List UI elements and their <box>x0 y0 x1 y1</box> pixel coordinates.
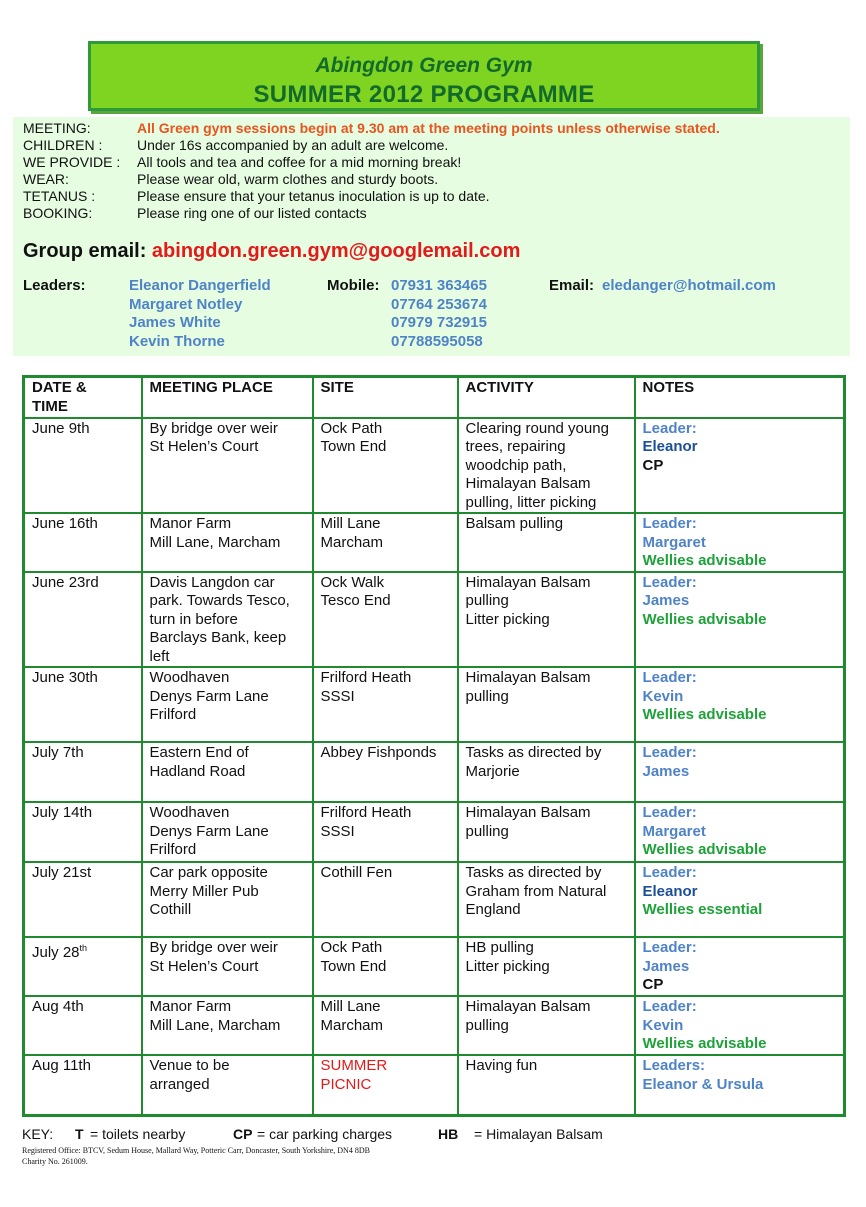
notes-line: Wellies advisable <box>642 610 767 628</box>
leader-name: Eleanor Dangerfield <box>129 277 271 294</box>
site-line: Tesco End <box>320 592 391 609</box>
table-row <box>24 513 845 572</box>
title-box <box>88 41 760 111</box>
meeting-line: Frilford <box>149 706 197 723</box>
info-label: BOOKING: <box>23 205 93 221</box>
cell-notes <box>635 742 845 802</box>
cell-activity <box>458 1055 635 1115</box>
leader-mobile: 07931 363465 <box>391 277 487 294</box>
notes-line: Leader: <box>642 864 697 881</box>
site-line: SSSI <box>320 687 355 705</box>
activity-line: Litter picking <box>465 957 550 975</box>
cell-meeting-place <box>142 937 313 996</box>
meeting-line: Mill Lane, Marcham <box>149 1016 281 1034</box>
activity-line: woodchip path, <box>465 456 567 474</box>
meeting-line: Mill Lane, Marcham <box>149 533 281 551</box>
date-text: Aug 11th <box>32 1057 91 1074</box>
site-line: Abbey Fishponds <box>320 744 437 761</box>
cell-notes <box>635 937 845 996</box>
cell-meeting-place <box>142 862 313 937</box>
leaders-label: Leaders: <box>23 277 86 294</box>
date-text: June 16th <box>32 515 98 532</box>
site-line: Marcham <box>320 1016 384 1034</box>
activity-line: Marjorie <box>465 762 520 780</box>
cell-notes <box>635 862 845 937</box>
notes-line: Eleanor <box>642 438 698 455</box>
cell-activity <box>458 937 635 996</box>
notes-line: Leader: <box>642 804 697 821</box>
site-line: SSSI <box>320 822 355 840</box>
notes-line: James <box>642 762 690 780</box>
cell-site <box>313 862 458 937</box>
leader-name: James White <box>129 314 221 331</box>
activity-line: Himalayan Balsam <box>465 998 591 1015</box>
cell-meeting-place <box>142 742 313 802</box>
info-label: WEAR: <box>23 171 69 187</box>
activity-line: Himalayan Balsam <box>465 573 591 591</box>
site-line: Mill Lane <box>320 998 381 1015</box>
page-title: Abingdon Green Gym <box>315 54 533 77</box>
meeting-line: Frilford <box>149 841 197 858</box>
header-meeting-place: MEETING PLACE <box>142 377 313 418</box>
activity-line: pulling <box>465 687 509 705</box>
date-text: June 9th <box>32 419 90 437</box>
notes-line: Wellies essential <box>642 901 763 918</box>
table-row <box>24 572 845 668</box>
meeting-line: Car park opposite <box>149 864 268 881</box>
key-t-text: = toilets nearby <box>90 1126 186 1142</box>
meeting-line: Denys Farm Lane <box>149 687 269 705</box>
table-row <box>24 802 845 862</box>
activity-line: England <box>465 901 521 918</box>
activity-line: Himalayan Balsam <box>465 804 591 821</box>
registered-office: Registered Office: BTCV, Sedum House, Mallard Way, Potteric Carr, Doncaster, South Yorkshire, DN4 8DB <box>22 1146 370 1155</box>
notes-line: Eleanor <box>642 882 698 900</box>
notes-line: Kevin <box>642 1016 684 1034</box>
notes-line: Leader: <box>642 998 697 1015</box>
header-site: SITE <box>313 377 458 418</box>
leader-name: Kevin Thorne <box>129 333 225 350</box>
table-row <box>24 862 845 937</box>
cell-meeting-place <box>142 513 313 572</box>
activity-line: Himalayan Balsam <box>465 669 591 686</box>
site-line: Marcham <box>320 533 384 551</box>
meeting-line: Davis Langdon car <box>149 573 275 591</box>
site-line: Mill Lane <box>320 515 381 532</box>
leader-mobile: 07979 732915 <box>391 314 487 331</box>
notes-line: Leader: <box>642 573 697 591</box>
cell-date <box>24 862 142 937</box>
cell-site <box>313 1055 458 1115</box>
cell-date <box>24 667 142 742</box>
site-line: Frilford Heath <box>320 804 412 821</box>
leader-mobile: 07764 253674 <box>391 296 487 313</box>
notes-line: Margaret <box>642 533 706 551</box>
notes-line: Wellies advisable <box>642 552 767 569</box>
group-email-label: Group email: <box>23 240 147 262</box>
meeting-line: Merry Miller Pub <box>149 882 259 900</box>
notes-line: Leader: <box>642 939 697 956</box>
site-line: Ock Path <box>320 939 383 956</box>
cell-site <box>313 937 458 996</box>
site-line: PICNIC <box>320 1075 372 1093</box>
key-hb-text: = Himalayan Balsam <box>474 1126 603 1142</box>
notes-line: Margaret <box>642 822 706 840</box>
notes-line: Wellies advisable <box>642 841 767 858</box>
notes-line: Wellies advisable <box>642 706 767 723</box>
cell-date <box>24 996 142 1055</box>
cell-meeting-place <box>142 802 313 862</box>
meeting-line: Eastern End of <box>149 744 249 761</box>
notes-line: Kevin <box>642 687 684 705</box>
info-label: TETANUS : <box>23 188 96 204</box>
cell-date <box>24 572 142 668</box>
cell-activity <box>458 513 635 572</box>
notes-line: Leader: <box>642 744 697 761</box>
charity-number: Charity No. 261009. <box>22 1157 88 1166</box>
info-label: CHILDREN : <box>23 137 103 153</box>
site-line: Ock Walk <box>320 573 385 591</box>
key-t-abbr: T <box>75 1126 84 1142</box>
date-text: July 14th <box>32 804 93 821</box>
cell-meeting-place <box>142 418 313 514</box>
meeting-line: Cothill <box>149 901 192 918</box>
leader-mobile: 07788595058 <box>391 333 483 350</box>
cell-notes <box>635 1055 845 1115</box>
cell-date <box>24 742 142 802</box>
date-text: June 23rd <box>32 573 99 591</box>
cell-date <box>24 1055 142 1115</box>
info-value: Please ensure that your tetanus inoculation is up to date. <box>137 188 490 204</box>
meeting-line: Woodhaven <box>149 804 230 821</box>
cell-site <box>313 996 458 1055</box>
notes-line: Leader: <box>642 515 697 532</box>
table-header-row <box>24 377 845 418</box>
site-line: Ock Path <box>320 419 383 437</box>
cell-meeting-place <box>142 667 313 742</box>
footer-registration <box>22 1145 370 1167</box>
info-label: MEETING: <box>23 120 91 136</box>
activity-line: Himalayan Balsam <box>465 475 591 492</box>
meeting-line: Denys Farm Lane <box>149 822 269 840</box>
email-label: Email: <box>549 277 595 294</box>
group-email-line <box>23 240 520 263</box>
meeting-line: By bridge over weir <box>149 419 278 437</box>
date-text: July 7th <box>32 744 84 761</box>
info-value: Please ring one of our listed contacts <box>137 205 367 221</box>
activity-line: Tasks as directed by <box>465 864 602 881</box>
site-line: Frilford Heath <box>320 669 412 686</box>
cell-activity <box>458 862 635 937</box>
table-row <box>24 937 845 996</box>
date-text: July 21st <box>32 864 92 881</box>
date-text: June 30th <box>32 669 98 686</box>
meeting-line: park. Towards Tesco, <box>149 592 290 609</box>
cell-site <box>313 572 458 668</box>
cell-activity <box>458 667 635 742</box>
notes-line: Leaders: <box>642 1057 706 1074</box>
programme-table <box>22 375 846 1117</box>
activity-line: Balsam pulling <box>465 515 564 532</box>
meeting-line: St Helen’s Court <box>149 957 259 975</box>
activity-line: pulling <box>465 1016 509 1034</box>
activity-line: pulling <box>465 822 509 840</box>
notes-line: Leader: <box>642 419 697 437</box>
header-date: DATE & TIME <box>24 377 142 418</box>
cell-activity <box>458 418 635 514</box>
cell-meeting-place <box>142 1055 313 1115</box>
table-row <box>24 996 845 1055</box>
info-value: Under 16s accompanied by an adult are welcome. <box>137 137 449 153</box>
group-email-address[interactable]: abingdon.green.gym@googlemail.com <box>151 240 521 262</box>
cell-date <box>24 937 142 996</box>
cell-notes <box>635 996 845 1055</box>
notes-line: Wellies advisable <box>642 1035 767 1052</box>
activity-line: HB pulling <box>465 939 534 956</box>
activity-line: trees, repairing <box>465 438 566 455</box>
notes-line: CP <box>642 976 664 993</box>
activity-line: Having fun <box>465 1057 538 1074</box>
date-text: Aug 4th <box>32 998 84 1015</box>
site-line: SUMMER <box>320 1057 388 1074</box>
meeting-line: St Helen’s Court <box>149 438 259 455</box>
meeting-line: left <box>149 647 170 665</box>
cell-meeting-place <box>142 572 313 668</box>
cell-notes <box>635 418 845 514</box>
activity-line: pulling <box>465 592 509 609</box>
cell-activity <box>458 996 635 1055</box>
info-label: WE PROVIDE : <box>23 154 121 170</box>
activity-line: Clearing round young <box>465 419 609 437</box>
meeting-line: Hadland Road <box>149 762 246 780</box>
cell-notes <box>635 513 845 572</box>
meeting-line: turn in before <box>149 610 238 628</box>
meeting-line: By bridge over weir <box>149 939 278 956</box>
cell-activity <box>458 572 635 668</box>
cell-site <box>313 802 458 862</box>
cell-site <box>313 667 458 742</box>
info-value: All Green gym sessions begin at 9.30 am at the meeting points unless otherwise stated. <box>137 120 720 136</box>
notes-line: Eleanor & Ursula <box>642 1075 764 1093</box>
contact-email[interactable]: eledanger@hotmail.com <box>602 277 776 294</box>
cell-date <box>24 802 142 862</box>
meeting-line: Barclays Bank, keep <box>149 629 287 646</box>
cell-notes <box>635 667 845 742</box>
notes-line: CP <box>642 456 664 474</box>
key-cp-abbr: CP <box>233 1126 253 1142</box>
table-row <box>24 742 845 802</box>
notes-line: Leader: <box>642 669 697 686</box>
notes-line: James <box>642 592 690 609</box>
header-notes: NOTES <box>635 377 845 418</box>
info-value: Please wear old, warm clothes and sturdy boots. <box>137 171 439 187</box>
meeting-line: Woodhaven <box>149 669 230 686</box>
table-row <box>24 667 845 742</box>
date-text: July 28 <box>32 944 80 961</box>
cell-notes <box>635 572 845 668</box>
cell-date <box>24 418 142 514</box>
cell-meeting-place <box>142 996 313 1055</box>
table-row <box>24 1055 845 1115</box>
page-subtitle: SUMMER 2012 PROGRAMME <box>253 81 595 108</box>
cell-activity <box>458 802 635 862</box>
meeting-line: Manor Farm <box>149 515 232 532</box>
site-line: Town End <box>320 957 387 975</box>
cell-site <box>313 513 458 572</box>
key-cp-text: = car parking charges <box>257 1126 393 1142</box>
activity-line: Tasks as directed by <box>465 744 602 761</box>
meeting-line: arranged <box>149 1075 210 1093</box>
header-activity: ACTIVITY <box>458 377 635 418</box>
cell-date <box>24 513 142 572</box>
meeting-line: Venue to be <box>149 1057 230 1074</box>
key-hb-abbr: HB <box>438 1126 459 1142</box>
activity-line: Graham from Natural <box>465 882 607 900</box>
cell-site <box>313 742 458 802</box>
date-suffix: th <box>79 943 88 953</box>
leader-name: Margaret Notley <box>129 296 243 313</box>
info-panel <box>13 117 850 356</box>
site-line: Cothill Fen <box>320 864 393 881</box>
notes-line: James <box>642 957 690 975</box>
activity-line: Litter picking <box>465 610 550 628</box>
activity-line: pulling, litter picking <box>465 493 597 511</box>
table-row <box>24 418 845 514</box>
mobile-label: Mobile: <box>327 277 380 294</box>
site-line: Town End <box>320 438 387 455</box>
cell-site <box>313 418 458 514</box>
cell-activity <box>458 742 635 802</box>
meeting-line: Manor Farm <box>149 998 232 1015</box>
info-value: All tools and tea and coffee for a mid morning break! <box>137 154 462 170</box>
key-label: KEY: <box>22 1126 54 1142</box>
cell-notes <box>635 802 845 862</box>
